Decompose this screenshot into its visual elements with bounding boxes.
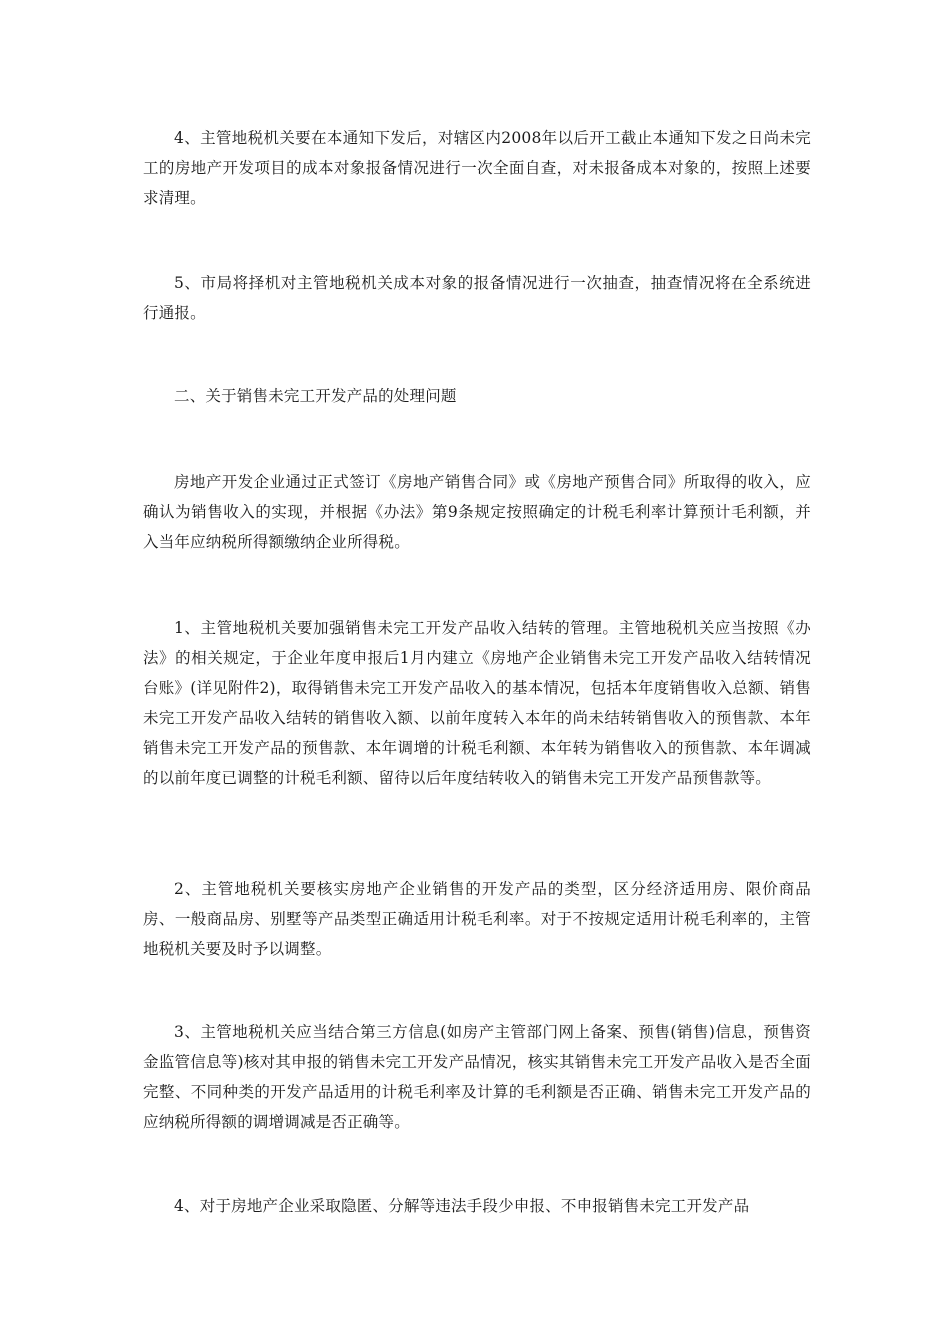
paragraph-item-4-self-check: 4、主管地税机关要在本通知下发后，对辖区内2008年以后开工截止本通知下发之日尚未完工的房地产开发项目的成本对象报备情况进行一次全面自查，对未报备成本对象的，按照上述要求清理。 <box>143 129 811 207</box>
paragraph-item-5-spot-check: 5、市局将择机对主管地税机关成本对象的报备情况进行一次抽查，抽查情况将在全系统进行通报。 <box>143 274 811 322</box>
paragraph-sales-revenue: 房地产开发企业通过正式签订《房地产销售合同》或《房地产预售合同》所取得的收入，应确认为销售收入的实现，并根据《办法》第9条规定按照确定的计税毛利率计算预计毛利额，并入当年应纳税所得额缴纳企业所得税。 <box>143 473 811 551</box>
section-heading-unfinished-products: 二、关于销售未完工开发产品的处理问题 <box>174 387 457 405</box>
paragraph-item-2-product-types: 2、主管地税机关要核实房地产企业销售的开发产品的类型，区分经济适用房、限价商品房、一般商品房、别墅等产品类型正确适用计税毛利率。对于不按规定适用计税毛利率的，主管地税机关要及时予以调整。 <box>143 880 811 958</box>
paragraph-item-1-revenue-management: 1、主管地税机关要加强销售未完工开发产品收入结转的管理。主管地税机关应当按照《办法》的相关规定，于企业年度申报后1月内建立《房地产企业销售未完工开发产品收入结转情况台账》(详见附件2)，取得销售未完工开发产品收入的基本情况，包括本年度销售收入总额、销售未完工开发产品收入结转的销售收入额、以前年度转入本年的尚未结转销售收入的预售款、本年销售未完工开发产品的预售款、本年调增的计税毛利额、本年转为销售收入的预售款、本年调减的以前年度已调整的计税毛利额、留待以后年度结转收入的销售未完工开发产品预售款等。 <box>143 619 811 787</box>
paragraph-item-4-illegal-means: 4、对于房地产企业采取隐匿、分解等违法手段少申报、不申报销售未完工开发产品 <box>174 1197 750 1215</box>
paragraph-item-3-third-party-info: 3、主管地税机关应当结合第三方信息(如房产主管部门网上备案、预售(销售)信息，预售资金监管信息等)核对其申报的销售未完工开发产品情况，核实其销售未完工开发产品收入是否全面完整、不同种类的开发产品适用的计税毛利率及计算的毛利额是否正确、销售未完工开发产品的应纳税所得额的调增调减是否正确等。 <box>143 1023 811 1131</box>
